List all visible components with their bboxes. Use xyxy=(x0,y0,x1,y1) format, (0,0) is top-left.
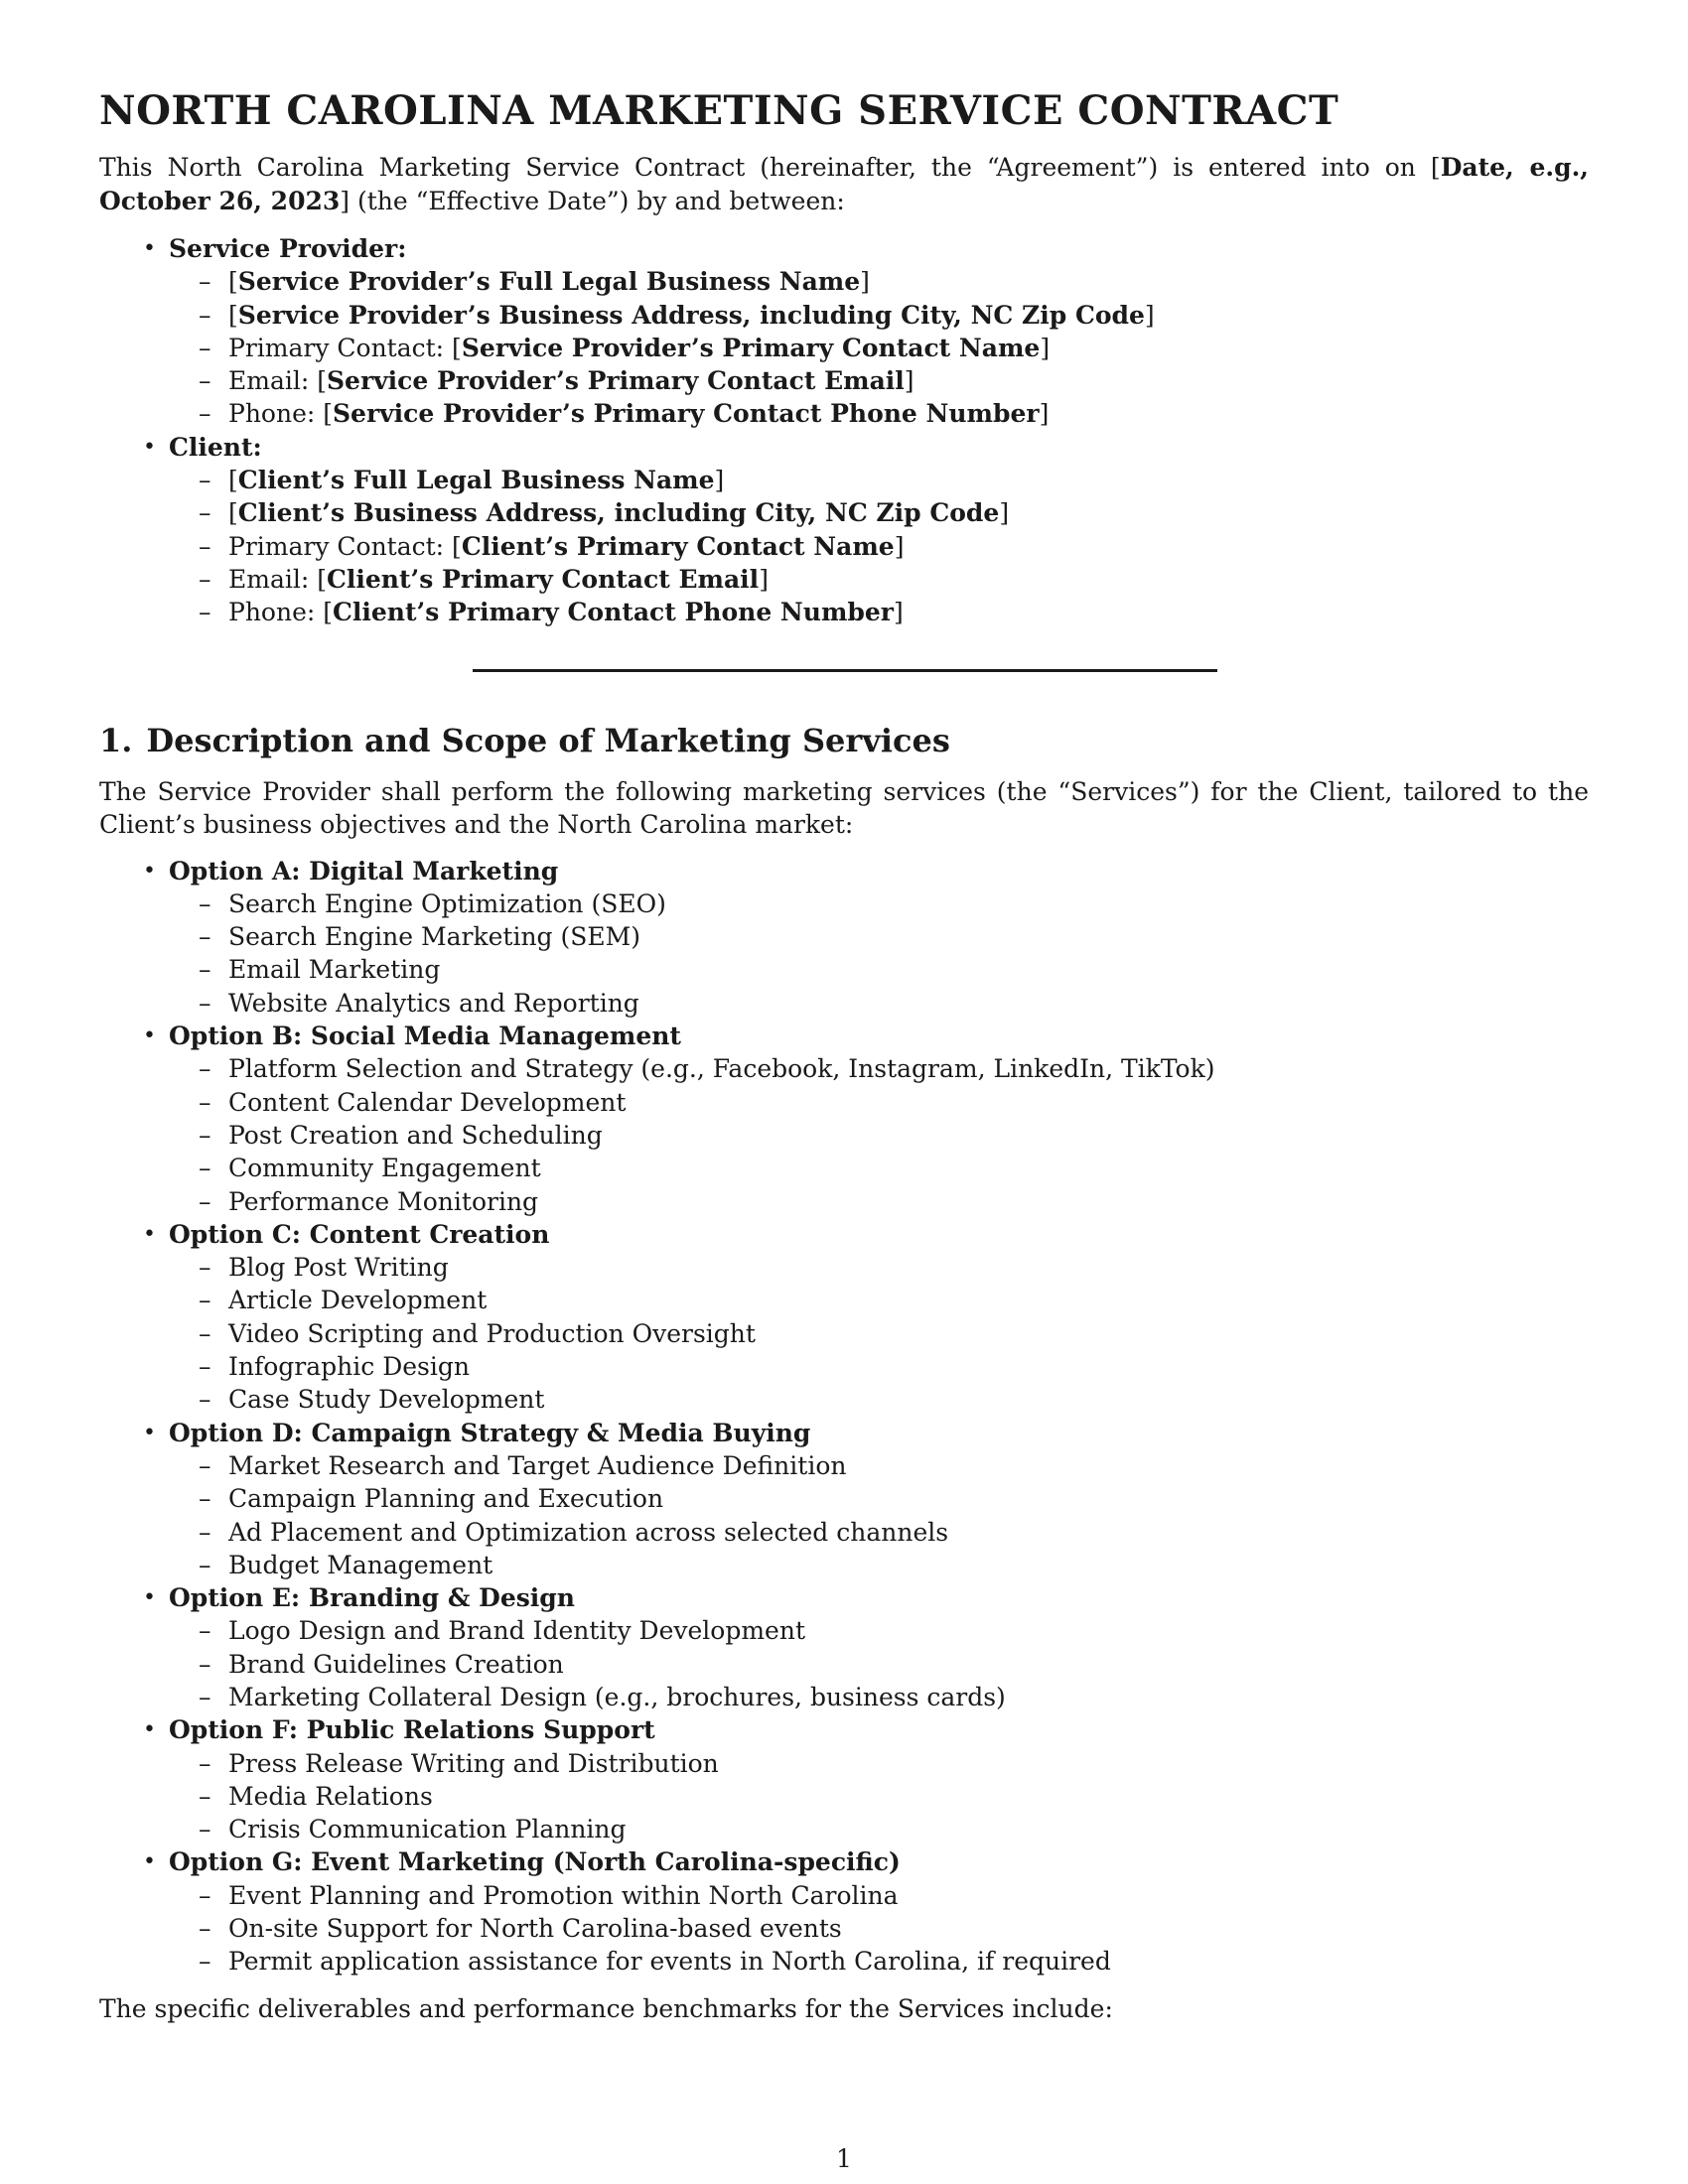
service-item xyxy=(199,1614,1589,1647)
dash-icon: – xyxy=(199,1484,211,1514)
detail-suffix: ] xyxy=(894,531,905,561)
service-option-items xyxy=(169,887,1589,1020)
party-label: Service Provider: xyxy=(169,234,407,263)
detail-suffix: ] xyxy=(1144,300,1155,330)
document-page xyxy=(99,85,1589,2025)
dash-icon: – xyxy=(199,1682,211,1711)
service-option-items xyxy=(169,1449,1589,1581)
party-detail-line xyxy=(199,265,1589,298)
dash-icon: – xyxy=(199,366,211,396)
service-option xyxy=(143,1020,1589,1218)
dash-icon: – xyxy=(199,333,211,362)
dash-icon: – xyxy=(199,1087,211,1117)
intro-paragraph xyxy=(99,151,1589,218)
bullet-icon: • xyxy=(143,1420,156,1445)
service-options-list xyxy=(99,855,1589,1979)
bullet-icon: • xyxy=(143,858,156,884)
dash-icon: – xyxy=(199,399,211,429)
service-option-items xyxy=(169,1251,1589,1416)
service-item-text: Ad Placement and Optimization across selected channels xyxy=(228,1517,949,1547)
party-item xyxy=(143,232,1589,431)
detail-suffix: ] xyxy=(714,466,725,495)
party-details-list xyxy=(169,464,1589,628)
detail-placeholder: Client’s Primary Contact Email xyxy=(326,564,760,594)
service-option-label: Option D: Campaign Strategy & Media Buying xyxy=(169,1418,811,1447)
service-option-label: Option A: Digital Marketing xyxy=(169,856,559,886)
detail-prefix: Phone: [ xyxy=(228,598,333,627)
service-item xyxy=(199,1879,1589,1912)
parties-list xyxy=(99,232,1589,629)
dash-icon: – xyxy=(199,1649,211,1679)
dash-icon: – xyxy=(199,1947,211,1977)
bullet-icon: • xyxy=(143,1585,156,1611)
service-item-text: Article Development xyxy=(228,1286,488,1315)
service-item xyxy=(199,1449,1589,1482)
service-option-items xyxy=(169,1747,1589,1846)
service-item-text: Post Creation and Scheduling xyxy=(228,1120,603,1150)
detail-suffix: ] xyxy=(1040,333,1051,362)
dash-icon: – xyxy=(199,1154,211,1183)
detail-suffix: ] xyxy=(999,498,1010,528)
service-item xyxy=(199,887,1589,920)
bullet-icon: • xyxy=(143,1849,156,1875)
service-item-text: Case Study Development xyxy=(228,1385,545,1415)
section-1-intro: The Service Provider shall perform the following marketing services (the “Services”) for the Client, tailored to the Client’s business objectives and the North Carolina market: xyxy=(99,776,1589,839)
dash-icon: – xyxy=(199,1318,211,1348)
service-item xyxy=(199,1516,1589,1549)
service-item-text: Permit application assistance for events in North Carolina, if required xyxy=(228,1947,1111,1977)
detail-prefix: Email: [ xyxy=(228,366,327,396)
dash-icon: – xyxy=(199,1880,211,1910)
party-detail-line xyxy=(199,596,1589,628)
dash-icon: – xyxy=(199,1253,211,1283)
party-detail-line xyxy=(199,496,1589,529)
service-option-label: Option G: Event Marketing (North Carolina-specific) xyxy=(169,1847,901,1877)
service-item-text: Campaign Planning and Execution xyxy=(228,1484,664,1514)
section-divider xyxy=(473,669,1217,672)
service-option-label: Option F: Public Relations Support xyxy=(169,1715,655,1745)
dash-icon: – xyxy=(199,598,211,627)
service-item xyxy=(199,1152,1589,1184)
service-item-text: Crisis Communication Planning xyxy=(228,1815,627,1844)
service-option-items xyxy=(169,1614,1589,1713)
detail-placeholder: Service Provider’s Business Address, including City, NC Zip Code xyxy=(237,300,1145,330)
service-item xyxy=(199,1052,1589,1085)
service-item-text: Press Release Writing and Distribution xyxy=(228,1748,719,1778)
dash-icon: – xyxy=(199,1385,211,1415)
party-detail-line xyxy=(199,530,1589,563)
service-item-text: Event Planning and Promotion within North Carolina xyxy=(228,1880,899,1910)
detail-placeholder: Service Provider’s Full Legal Business Name xyxy=(237,267,861,297)
dash-icon: – xyxy=(199,1450,211,1480)
service-item xyxy=(199,1251,1589,1284)
service-item xyxy=(199,1284,1589,1316)
service-item xyxy=(199,1482,1589,1515)
intro-text-post: ] (the “Effective Date”) by and between: xyxy=(340,187,845,215)
service-option-items xyxy=(169,1052,1589,1217)
service-item xyxy=(199,1350,1589,1383)
detail-prefix: Primary Contact: [ xyxy=(228,333,462,362)
dash-icon: – xyxy=(199,267,211,297)
service-item xyxy=(199,953,1589,986)
service-option xyxy=(143,855,1589,1020)
service-item-text: Marketing Collateral Design (e.g., brochures, business cards) xyxy=(228,1682,1006,1711)
service-item-text: Blog Post Writing xyxy=(228,1253,449,1283)
service-option xyxy=(143,1218,1589,1417)
bullet-icon: • xyxy=(143,236,156,261)
page-number: 1 xyxy=(836,2144,852,2173)
party-detail-line xyxy=(199,563,1589,596)
service-item xyxy=(199,920,1589,953)
dash-icon: – xyxy=(199,1550,211,1579)
detail-placeholder: Client’s Primary Contact Phone Number xyxy=(333,598,894,627)
service-option xyxy=(143,1581,1589,1713)
dash-icon: – xyxy=(199,1120,211,1150)
dash-icon: – xyxy=(199,1815,211,1844)
service-item xyxy=(199,1813,1589,1845)
service-item-text: Infographic Design xyxy=(228,1352,470,1382)
detail-prefix: Email: [ xyxy=(228,564,327,594)
dash-icon: – xyxy=(199,1616,211,1646)
service-item xyxy=(199,1780,1589,1813)
party-detail-line xyxy=(199,397,1589,430)
service-item xyxy=(199,1119,1589,1152)
service-item xyxy=(199,1912,1589,1945)
service-item-text: Performance Monitoring xyxy=(228,1186,539,1216)
service-option xyxy=(143,1713,1589,1845)
dash-icon: – xyxy=(199,1517,211,1547)
dash-icon: – xyxy=(199,888,211,918)
party-detail-line xyxy=(199,464,1589,496)
service-option xyxy=(143,1417,1589,1581)
party-label: Client: xyxy=(169,432,262,462)
service-item xyxy=(199,1086,1589,1119)
party-details-list xyxy=(169,265,1589,430)
service-item xyxy=(199,987,1589,1020)
detail-placeholder: Client’s Full Legal Business Name xyxy=(237,466,715,495)
bullet-icon: • xyxy=(143,1221,156,1247)
detail-placeholder: Service Provider’s Primary Contact Email xyxy=(326,366,905,396)
effective-date-placeholder: Date, e.g., October 26, 2023 xyxy=(99,153,1589,215)
dash-icon: – xyxy=(199,988,211,1018)
service-item-text: Market Research and Target Audience Definition xyxy=(228,1450,847,1480)
service-item-text: Search Engine Marketing (SEM) xyxy=(228,922,640,952)
service-option-label: Option E: Branding & Design xyxy=(169,1583,575,1613)
section-1-heading xyxy=(99,720,1589,761)
service-item-text: Content Calendar Development xyxy=(228,1087,627,1117)
service-item-text: On-site Support for North Carolina-based events xyxy=(228,1914,842,1944)
service-option-label: Option B: Social Media Management xyxy=(169,1022,681,1051)
service-item-text: Budget Management xyxy=(228,1550,493,1579)
service-item xyxy=(199,1945,1589,1978)
detail-prefix: Primary Contact: [ xyxy=(228,531,462,561)
detail-placeholder: Client’s Primary Contact Name xyxy=(461,531,895,561)
section-1-title: Description and Scope of Marketing Services xyxy=(146,721,950,759)
party-detail-line xyxy=(199,299,1589,332)
detail-placeholder: Service Provider’s Primary Contact Name xyxy=(461,333,1041,362)
party-detail-line xyxy=(199,332,1589,364)
dash-icon: – xyxy=(199,1781,211,1811)
detail-suffix: ] xyxy=(1039,399,1050,429)
dash-icon: – xyxy=(199,1186,211,1216)
dash-icon: – xyxy=(199,1352,211,1382)
service-item xyxy=(199,1648,1589,1681)
dash-icon: – xyxy=(199,1748,211,1778)
dash-icon: – xyxy=(199,564,211,594)
detail-prefix: Phone: [ xyxy=(228,399,333,429)
service-item-text: Search Engine Optimization (SEO) xyxy=(228,888,666,918)
bullet-icon: • xyxy=(143,1024,156,1049)
service-item xyxy=(199,1681,1589,1713)
dash-icon: – xyxy=(199,498,211,528)
bullet-icon: • xyxy=(143,1717,156,1743)
detail-suffix: ] xyxy=(893,598,904,627)
service-item xyxy=(199,1185,1589,1218)
detail-placeholder: Service Provider’s Primary Contact Phone Number xyxy=(333,399,1040,429)
detail-suffix: ] xyxy=(759,564,769,594)
detail-prefix: [ xyxy=(228,466,238,495)
dash-icon: – xyxy=(199,922,211,952)
service-item xyxy=(199,1383,1589,1416)
party-detail-line xyxy=(199,364,1589,397)
dash-icon: – xyxy=(199,300,211,330)
detail-prefix: [ xyxy=(228,267,238,297)
service-option xyxy=(143,1845,1589,1978)
document-title: NORTH CAROLINA MARKETING SERVICE CONTRACT xyxy=(99,87,1339,134)
service-item-text: Community Engagement xyxy=(228,1154,541,1183)
service-item-text: Logo Design and Brand Identity Development xyxy=(228,1616,805,1646)
dash-icon: – xyxy=(199,1054,211,1084)
service-option-items xyxy=(169,1879,1589,1979)
dash-icon: – xyxy=(199,466,211,495)
service-option-label: Option C: Content Creation xyxy=(169,1219,550,1249)
dash-icon: – xyxy=(199,531,211,561)
service-item-text: Website Analytics and Reporting xyxy=(228,988,639,1018)
detail-suffix: ] xyxy=(860,267,870,297)
detail-placeholder: Client’s Business Address, including City, NC Zip Code xyxy=(237,498,1000,528)
service-item xyxy=(199,1747,1589,1780)
bullet-icon: • xyxy=(143,434,156,460)
dash-icon: – xyxy=(199,1286,211,1315)
service-item-text: Video Scripting and Production Oversight xyxy=(228,1318,756,1348)
party-item xyxy=(143,431,1589,629)
intro-text-pre: This North Carolina Marketing Service Contract (hereinafter, the “Agreement”) is entered into on [ xyxy=(99,153,1441,182)
section-1-outro: The specific deliverables and performance benchmarks for the Services include: xyxy=(99,1993,1113,2023)
service-item-text: Platform Selection and Strategy (e.g., Facebook, Instagram, LinkedIn, TikTok) xyxy=(228,1054,1215,1084)
service-item-text: Media Relations xyxy=(228,1781,433,1811)
section-1-number: 1. xyxy=(99,721,133,759)
service-item-text: Brand Guidelines Creation xyxy=(228,1649,564,1679)
detail-suffix: ] xyxy=(904,366,914,396)
dash-icon: – xyxy=(199,1914,211,1944)
service-item-text: Email Marketing xyxy=(228,955,441,985)
service-item xyxy=(199,1317,1589,1350)
service-item xyxy=(199,1549,1589,1581)
detail-prefix: [ xyxy=(228,498,238,528)
dash-icon: – xyxy=(199,955,211,985)
detail-prefix: [ xyxy=(228,300,238,330)
